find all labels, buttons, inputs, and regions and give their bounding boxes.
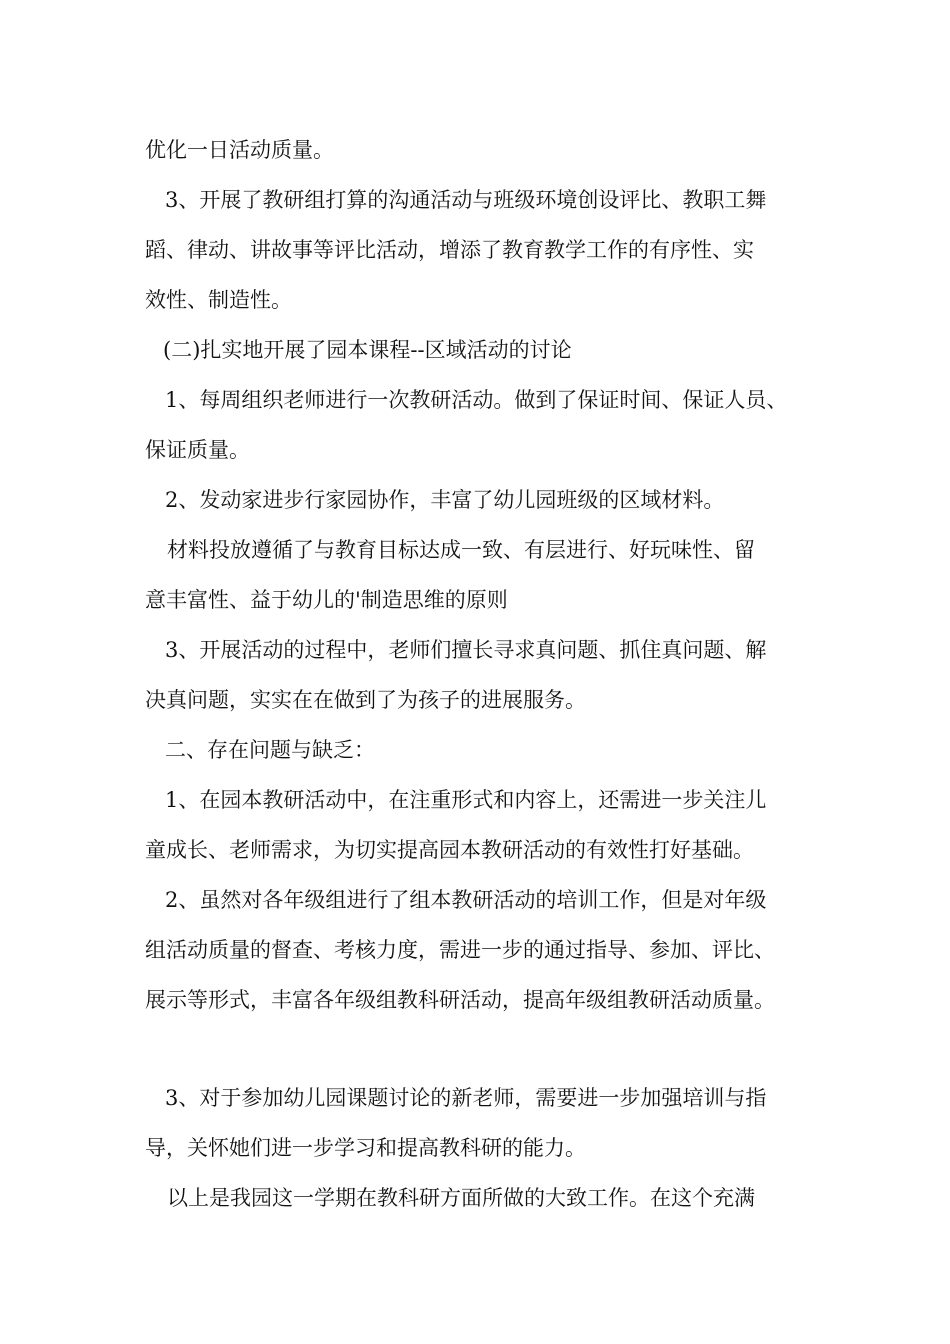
text-line: 保证质量。 xyxy=(145,438,250,462)
text-line: 展示等形式，丰富各年级组教科研活动，提高年级组教研活动质量。 xyxy=(145,988,775,1012)
text-line: 材料投放遵循了与教育目标达成一致、有层进行、好玩味性、留 xyxy=(167,538,755,562)
text-line: 童成长、老师需求，为切实提高园本教研活动的有效性打好基础。 xyxy=(145,838,754,862)
text-line: 效性、制造性。 xyxy=(145,288,292,312)
text-line: 优化一日活动质量。 xyxy=(145,138,334,162)
text-line: 意丰富性、益于幼儿的'制造思维的原则 xyxy=(145,588,508,612)
text-line: (二)扎实地开展了园本课程--区域活动的讨论 xyxy=(163,338,572,362)
text-line: 组活动质量的督查、考核力度，需进一步的通过指导、参加、评比、 xyxy=(145,938,775,962)
text-line: 以上是我园这一学期在教科研方面所做的大致工作。在这个充满 xyxy=(167,1186,755,1210)
text-line: 3、开展活动的过程中，老师们擅长寻求真问题、抓住真问题、解 xyxy=(165,638,767,662)
text-line: 二、存在问题与缺乏： xyxy=(165,738,375,762)
text-line: 2、发动家进步行家园协作，丰富了幼儿园班级的区域材料。 xyxy=(165,488,725,512)
text-line: 1、每周组织老师进行一次教研活动。做到了保证时间、保证人员、 xyxy=(165,388,788,412)
text-line: 1、在园本教研活动中，在注重形式和内容上，还需进一步关注儿 xyxy=(165,788,767,812)
text-line: 蹈、律动、讲故事等评比活动，增添了教育教学工作的有序性、实 xyxy=(145,238,754,262)
text-line: 决真问题，实实在在做到了为孩子的进展服务。 xyxy=(145,688,586,712)
text-line: 导，关怀她们进一步学习和提高教科研的能力。 xyxy=(145,1136,586,1160)
text-line: 2、虽然对各年级组进行了组本教研活动的培训工作，但是对年级 xyxy=(165,888,767,912)
text-line: 3、开展了教研组打算的沟通活动与班级环境创设评比、教职工舞 xyxy=(165,188,767,212)
text-line: 3、对于参加幼儿园课题讨论的新老师，需要进一步加强培训与指 xyxy=(165,1086,767,1110)
